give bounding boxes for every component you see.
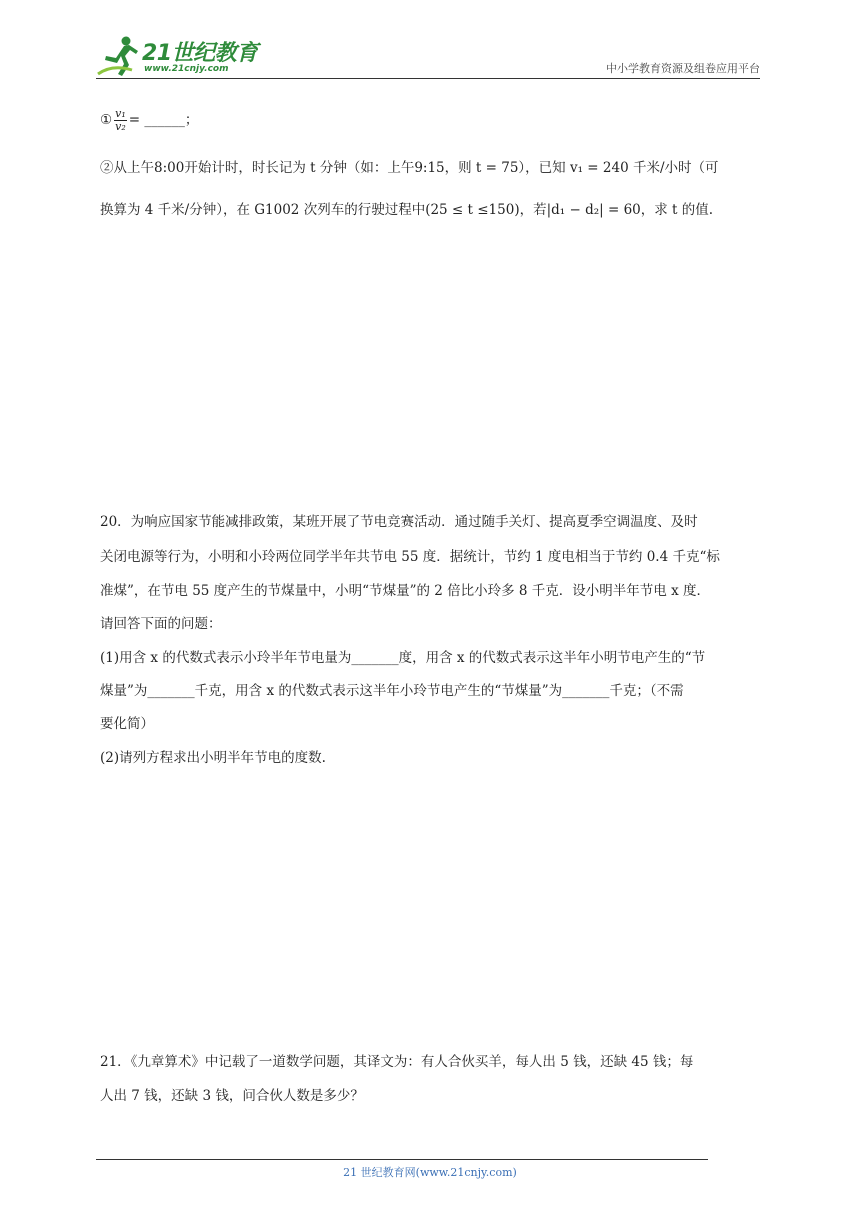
logo [96, 34, 266, 78]
logo-url: www.21cnjy.com [144, 64, 229, 74]
logo-text: 21世纪教育 [142, 41, 258, 66]
runner-logo-icon [96, 34, 142, 78]
q21-line1: 21．《九章算术》中记载了一道数学问题，其译文为：有人合伙买羊，每人出 5 钱，还缺 45 钱；每 [100, 1054, 694, 1070]
q21-line2: 人出 7 钱，还缺 3 钱，问合伙人数是多少？ [100, 1088, 364, 1104]
q20-line3: 准煤”，在节电 55 度产生的节煤量中，小明“节煤量”的 2 倍比小玲多 8 千克．设小明半年节电 x 度． [100, 583, 711, 599]
platform-name: 中小学教育资源及组卷应用平台 [606, 62, 760, 75]
q20-part2: (2)请列方程求出小明半年节电的度数. [100, 750, 326, 766]
q19-sub2-line1: ②从上午8:00开始计时，时长记为 t 分钟（如：上午9:15，则 t = 75），已知 v₁ = 240 千米/小时（可 [100, 160, 719, 176]
q20-part1-line3: 要化简） [100, 716, 154, 732]
q20-line4: 请回答下面的问题： [100, 616, 222, 632]
q20-line1: 20．为响应国家节能减排政策，某班开展了节电竞赛活动．通过随手关灯、提高夏季空调温度、及时 [100, 514, 698, 530]
footer-link[interactable]: 21 世纪教育网(www.21cnjy.com) [343, 1166, 517, 1179]
q19-sub2-line2: 换算为 4 千米/分钟），在 G1002 次列车的行驶过程中(25 ≤ t ≤150)，若|d₁ − d₂| = 60，求 t 的值. [100, 202, 714, 218]
q20-line2: 关闭电源等行为，小明和小玲两位同学半年共节电 55 度．据统计，节约 1 度电相当于节约 0.4 千克“标 [100, 549, 720, 565]
q20-part1-line1: (1)用含 x 的代数式表示小玲半年节电量为_______度，用含 x 的代数式表示这半年小明节电产生的“节 [100, 650, 706, 666]
q19-sub1: ① $\frac{\text{v₁}}{\text{v₂}}$ = ______； [100, 107, 199, 133]
q20-part1-line2: 煤量”为_______千克，用含 x 的代数式表示这半年小玲节电产生的“节煤量”为_______千克；（不需 [100, 683, 684, 699]
header-divider [96, 78, 760, 79]
page-header [96, 30, 760, 80]
footer-divider [96, 1159, 708, 1160]
velocity-ratio: $\frac{\text{v₁}}{\text{v₂}}$ [115, 107, 126, 133]
